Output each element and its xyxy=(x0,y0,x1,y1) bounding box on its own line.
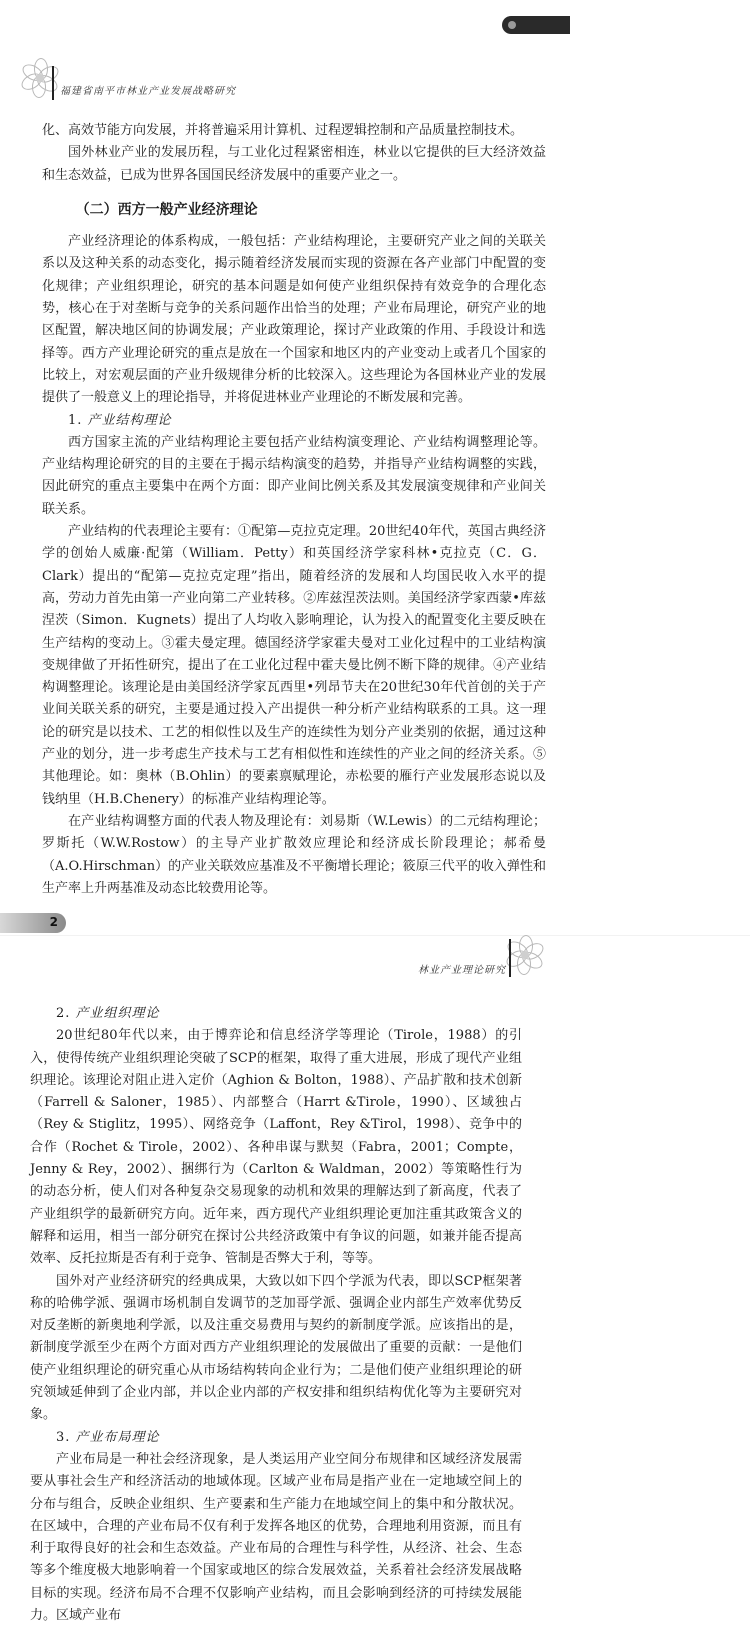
section-title: （二）西方一般产业经济理论 xyxy=(75,201,258,218)
subsection-title: 产业组织理论 xyxy=(75,1006,160,1021)
subsection-number: 2. xyxy=(56,1006,71,1021)
page-body xyxy=(30,1003,522,1627)
running-head: 福建省南平市林业产业发展战略研究 xyxy=(60,86,236,97)
page-body xyxy=(42,120,546,900)
subsection-heading xyxy=(42,410,546,432)
paragraph: 产业布局是一种社会经济现象，是人类运用产业空间分布规律和区域经济发展需要从事社会生产和经济活动的地域体现。区域产业布局是指产业在一定地域空间上的分布与组合，反映企业组织、生产要素和生产能力在地域空间上的集中和分散状况。在区域中，合理的产业布局不仅有利于发挥各地区的优势，合理地利用资源，而且有利于取得良好的社会和生态效益。产业布局的合理性与科学性，从经济、社会、生态等多个维度极大地影响着一个国家或地区的综合发展效益，关系着社会经济发展战略目标的实现。经济布局不合理不仅影响产业结构，而且会影响到经济的可持续发展能力。区域产业布 xyxy=(30,1451,522,1624)
paragraph: 在产业结构调整方面的代表人物及理论有：刘易斯（W.Lewis）的二元结构理论；罗斯托（W.W.Rostow）的主导产业扩散效应理论和经济成长阶段理论；郝希曼（A.O.Hirschman）的产业关联效应基准及不平衡增长理论；筱原三代平的收入弹性和生产率上升两基准及动态比较费用论等。 xyxy=(42,813,546,896)
running-head: 林业产业理论研究 xyxy=(418,965,506,976)
header-rule xyxy=(52,66,54,100)
flower-ornament-icon xyxy=(20,58,60,98)
subsection-number: 1. xyxy=(68,412,83,428)
paragraph: 国外对产业经济研究的经典成果，大致以如下四个学派为代表，即以SCP框架著称的哈佛学派、强调市场机制自发调节的芝加哥学派、强调企业内部生产效率优势反对反垄断的新奥地利学派，以及注重交易费用与契约的新制度学派。应该指出的是，新制度学派至少在两个方面对西方产业组织理论的发展做出了重要的贡献：一是他们使产业组织理论的研究重心从市场结构转向企业行为；二是他们使产业组织理论的研究领域延伸到了企业内部，并以企业内部的产权安排和组织结构优化等为主要研究对象。 xyxy=(30,1273,522,1423)
subsection-title: 产业布局理论 xyxy=(75,1429,160,1445)
subsection-title: 产业结构理论 xyxy=(87,412,172,428)
paragraph: 西方国家主流的产业结构理论主要包括产业结构演变理论、产业结构调整理论等。产业结构理论研究的目的主要在于揭示结构演变的趋势，并指导产业结构调整的实践，因此研究的重点主要集中在两个方面：即产业间比例关系及其发展演变规律和产业间关联关系。 xyxy=(42,434,546,517)
flower-ornament-icon xyxy=(505,935,545,975)
subsection-heading xyxy=(30,1003,522,1025)
page-number: 2 xyxy=(49,915,58,929)
book-page-right xyxy=(0,935,750,1624)
paragraph: 产业经济理论的体系构成，一般包括：产业结构理论，主要研究产业之间的关联关系以及这种关系的动态变化，揭示随着经济发展而实现的资源在各产业部门中配置的变化规律；产业组织理论，研究的基本问题是如何使产业组织保持有效竞争的合理化态势，核心在于对垄断与竞争的关系问题作出恰当的处理；产业布局理论，研究产业的地区配置，解决地区间的协调发展；产业政策理论，探讨产业政策的作用、手段设计和选择等。西方产业理论研究的重点是放在一个国家和地区内的产业变动上或者几个国家的比较上，对宏观层面的产业升级规律分析的比较深入。这些理论为各国林业产业的发展提供了一般意义上的理论指导，并将促进林业产业理论的不断发展和完善。 xyxy=(42,234,546,406)
header-rule xyxy=(509,939,511,977)
paragraph: 国外林业产业的发展历程，与工业化过程紧密相连，林业以它提供的巨大经济效益和生态效益，已成为世界各国国民经济发展中的重要产业之一。 xyxy=(42,145,546,183)
paragraph: 化、高效节能方向发展，并将普遍采用计算机、过程逻辑控制和产品质量控制技术。 xyxy=(42,123,524,138)
chapter-tab-decoration xyxy=(502,16,570,34)
paragraph: 产业结构的代表理论主要有：①配第—克拉克定理。20世纪40年代，英国古典经济学的创始人威廉·配第（William．Petty）和英国经济学家科林•克拉克（C．G．Clark）提出的“配第—克拉克定理”指出，随着经济的发展和人均国民收入水平的提高，劳动力首先由第一产业向第二产业转移。②库兹涅茨法则。美国经济学家西蒙•库兹涅茨（Simon．Kugnets）提出了人均收入影响理论，认为投入的配置变化主要反映在生产结构的变动上。③霍夫曼定理。德国经济学家霍夫曼对工业化过程中的工业结构演变规律做了开拓性研究，提出了在工业化过程中霍夫曼比例不断下降的规律。④产业结构调整理论。该理论是由美国经济学家瓦西里•列昂节夫在20世纪30年代首创的关于产业间关联关系的研究，主要是通过投入产出提供一种分析产业结构联系的工具。这一理论的研究是以技术、工艺的相似性以及生产的连续性为划分产业类别的依据，通过这种产业的划分，进一步考虑生产技术与工艺有相似性和连续性的产业之间的经济关系。⑤其他理论。如：奥林（B.Ohlin）的要素禀赋理论，赤松要的雁行产业发展形态说以及钱纳里（H.B.Chenery）的标准产业结构理论等。 xyxy=(42,524,546,807)
subsection-number: 3. xyxy=(56,1429,71,1445)
paragraph: 20世纪80年代以来，由于博弈论和信息经济学等理论（Tirole，1988）的引入，使得传统产业组织理论突破了SCP的框架，取得了重大进展，形成了现代产业组织理论。该理论对阻止进入定价（Aghion & Bolton，1988）、产品扩散和技术创新（Farrell & Saloner，1985）、内部整合（Harrt &Tirole，1990）、区域独占（Rey & Stiglitz，1995）、网络竞争（Laffont，Rey &Tirol，1998）、竞争中的合作（Rochet & Tirole，2002）、各种串谋与默契（Fabra，2001；Compte，Jenny & Rey，2002）、捆绑行为（Carlton & Waldman，2002）等策略性行为的动态分析，使人们对各种复杂交易现象的动机和效果的理解达到了新高度，代表了产业组织学的最新研究方向。近年来，西方现代产业组织理论更加注重其政策含义的解释和运用，相当一部分研究在探讨公共经济政策中有争议的问题，如兼并能否提高效率、反托拉斯是否有利于竞争、管制是否弊大于利，等等。 xyxy=(30,1028,522,1267)
subsection-heading xyxy=(30,1427,522,1449)
page-number-tab xyxy=(0,913,66,933)
